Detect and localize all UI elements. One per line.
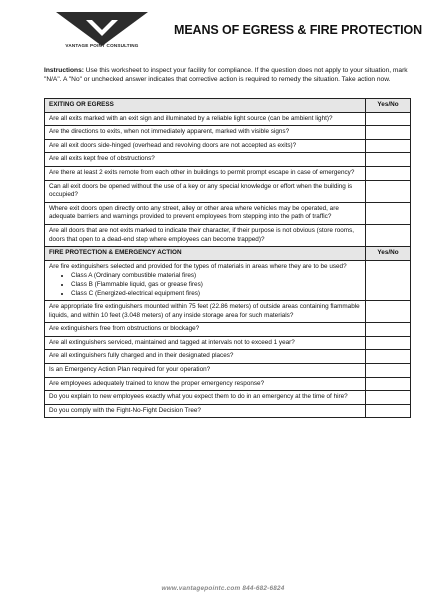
question-row (45, 112, 411, 126)
answer-cell[interactable] (366, 224, 411, 246)
answer-cell[interactable] (366, 112, 411, 126)
question-row (45, 404, 411, 418)
list-item: • Class C (Energized-electrical equipment fires) (71, 290, 361, 299)
question-row (45, 377, 411, 391)
question-row (45, 153, 411, 167)
question-cell: Are there at least 2 exits remote from each other in buildings to permit prompt escape in case of emergency? (45, 166, 366, 180)
section-title: EXITING OR EGRESS (45, 99, 366, 113)
question-cell: Are employees adequately trained to know the proper emergency response? (45, 377, 366, 391)
answer-cell[interactable] (366, 166, 411, 180)
footer-url: www.vantagepointc.com (161, 585, 241, 592)
answer-cell[interactable] (366, 404, 411, 418)
question-cell: Do you explain to new employees exactly what you expect them to do in an emergency at the time of hire? (45, 391, 366, 405)
question-row (45, 260, 411, 300)
question-cell: Are all exits kept free of obstructions? (45, 153, 366, 167)
company-logo (48, 12, 156, 52)
question-cell: Are all exits marked with an exit sign and illuminated by a reliable light source (can be ambient light)? (45, 112, 366, 126)
question-cell: Can all exit doors be opened without the use of a key or any special knowledge or effort when the building is occupied? (45, 180, 366, 202)
section-header-row (45, 99, 411, 113)
question-cell: Are extinguishers free from obstructions or blockage? (45, 323, 366, 337)
instructions-text: Use this worksheet to inspect your facility for compliance. If the question does not apply to your situation, mark "N/A". A "No" or unchecked answer indicates that corrective action is required to remedy the situation. Take action now. (44, 67, 408, 83)
question-cell: Are all extinguishers serviced, maintained and tagged at intervals not to exceed 1 year? (45, 336, 366, 350)
question-row (45, 364, 411, 378)
question-cell: Are appropriate fire extinguishers mounted within 75 feet (22.86 meters) of outside areas containing flammable liquids, and within 10 feet (3.048 meters) of any inside storage area for such materials? (45, 301, 366, 323)
answer-cell[interactable] (366, 301, 411, 323)
answer-cell[interactable] (366, 126, 411, 140)
company-name: VANTAGE POINT CONSULTING (65, 43, 139, 48)
answer-cell[interactable] (366, 350, 411, 364)
question-row (45, 301, 411, 323)
question-cell (45, 260, 366, 300)
answer-cell[interactable] (366, 364, 411, 378)
section-title: FIRE PROTECTION & EMERGENCY ACTION (45, 247, 366, 261)
question-cell: Are all extinguishers fully charged and in their designated places? (45, 350, 366, 364)
answer-cell[interactable] (366, 336, 411, 350)
question-cell: Are all exit doors side-hinged (overhead and revolving doors are not accepted as exits)? (45, 139, 366, 153)
footer-phone: 844-682-6824 (242, 585, 285, 592)
question-row (45, 180, 411, 202)
instructions-label: Instructions: (44, 67, 84, 74)
question-row (45, 336, 411, 350)
checklist-table (44, 98, 411, 418)
document-title: MEANS OF EGRESS & FIRE PROTECTION (174, 23, 423, 37)
answer-cell[interactable] (366, 377, 411, 391)
answer-cell[interactable] (366, 391, 411, 405)
extinguisher-class-list (49, 272, 361, 298)
question-row (45, 391, 411, 405)
section-header-row (45, 247, 411, 261)
answer-cell[interactable] (366, 180, 411, 202)
answer-cell[interactable] (366, 139, 411, 153)
footer (0, 585, 446, 592)
question-cell: Are the directions to exits, when not immediately apparent, marked with visible signs? (45, 126, 366, 140)
answer-cell[interactable] (366, 153, 411, 167)
question-row (45, 126, 411, 140)
question-cell: Do you comply with the Fight-No-Fight Decision Tree? (45, 404, 366, 418)
answer-column-header: Yes/No (366, 99, 411, 113)
vantage-point-logo-icon (56, 12, 148, 46)
list-item: • Class B (Flammable liquid, gas or grease fires) (71, 281, 361, 290)
answer-cell[interactable] (366, 260, 411, 300)
question-cell: Where exit doors open directly onto any street, alley or other area where vehicles may be operated, are adequate barriers and warnings provided to prevent employees from stepping into the path of traffic? (45, 202, 366, 224)
list-item: • Class A (Ordinary combustible material fires) (71, 272, 361, 281)
question-row (45, 202, 411, 224)
question-cell: Are all doors that are not exits marked to indicate their character, if their purpose is not obvious (store rooms, doors that open to a dead-end step where employees can become trapped)? (45, 224, 366, 246)
question-row (45, 224, 411, 246)
answer-cell[interactable] (366, 323, 411, 337)
question-row (45, 139, 411, 153)
answer-column-header: Yes/No (366, 247, 411, 261)
question-cell: Is an Emergency Action Plan required for your operation? (45, 364, 366, 378)
question-row (45, 323, 411, 337)
question-row (45, 350, 411, 364)
question-row (45, 166, 411, 180)
answer-cell[interactable] (366, 202, 411, 224)
question-text: Are fire extinguishers selected and provided for the types of materials in areas where they are to be used? (49, 262, 347, 270)
instructions (44, 66, 414, 84)
